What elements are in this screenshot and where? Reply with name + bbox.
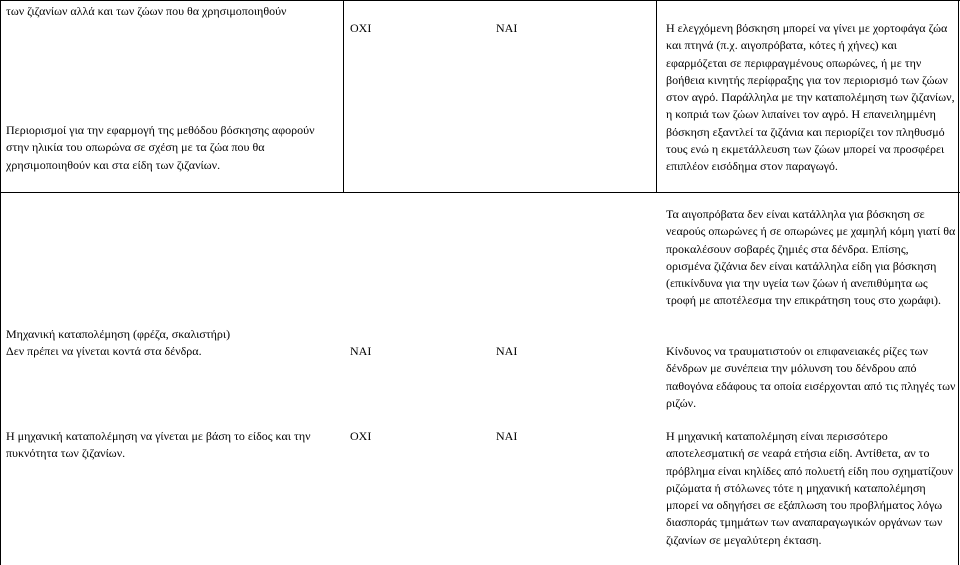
row4-col1-cell: Η μηχανική καταπολέμηση να γίνεται με βάση το είδος και την πυκνότητα των ζιζανίων. (6, 429, 311, 461)
table-border-top (0, 0, 960, 1)
row-divider (0, 192, 960, 193)
column-divider-1 (343, 0, 344, 192)
row4-col4-cell: Η μηχανική καταπολέμηση είναι περισσότερο αποτελεσματική σε νεαρά ετήσια είδη. Αντίθετα, αν το πρόβλημα είναι κηλίδες από πολυετή είδη που σχηματίζουν ριζώματα ή στόλωνες τότε η μηχανική καταπολέμηση μπορεί να οδηγήσει σε εξάπλωση του προβλήματος λόγω διασποράς τμημάτων των αναπαραγωγικών οργάνων των ζιζανίων σε μεγαλύτερη έκταση. (666, 429, 953, 547)
row2-col4-cell: Τα αιγοπρόβατα δεν είναι κατάλληλα για βόσκηση σε νεαρούς οπωρώνες ή σε οπωρώνες με χαμηλή κόμη γιατί θα προκαλέσουν σοβαρές ζημιές στα δένδρα. Επίσης, ορισμένα ζιζάνια δεν είναι κατάλληλα είδη για βόσκηση (επικίνδυνα για την υγεία των ζώων ή ανεπιθύμητα ως τροφή με αποτέλεσμα την επικράτηση τους στο χωράφι). (666, 207, 956, 308)
table-border-left (0, 0, 1, 565)
row1-col4-cell: Η ελεγχόμενη βόσκηση μπορεί να γίνει με χορτοφάγα ζώα και πτηνά (π.χ. αιγοπρόβατα, κότες ή χήνες) και εφαρμόζεται σε περιφραγμένους οπωρώνες, ή με την βοήθεια κινητής περίφραξης για τον περιορισμό των ζώων στον αγρό. Παράλληλα με την καταπολέμηση των ζιζανίων, η κοπριά των ζώων λιπαίνει τον αγρό. Η επανειλημμένη βόσκηση εξαντλεί τα ζιζάνια και περιορίζει τον πληθυσμό τους ενώ η εκμετάλλευση των ζώων μπορεί να προσφέρει επιπλέον εισόδημα στον παραγωγό. (666, 21, 955, 174)
row4-col3-cell: ΝΑΙ (496, 429, 518, 443)
row3-col2-cell: ΝΑΙ (350, 344, 372, 358)
row3-col4-cell: Κίνδυνος να τραυματιστούν οι επιφανειακές ρίζες των δένδρων με συνέπεια την μόλυνση του δένδρου από παθογόνα εδάφους τα οποία εισέρχονται από τις πληγές των ριζών. (666, 344, 956, 410)
column-divider-2 (656, 0, 657, 192)
row3-col1-line2: Δεν πρέπει να γίνεται κοντά στα δένδρα. (6, 344, 202, 358)
row1-col1-top-cell: των ζιζανίων αλλά και των ζώων που θα χρησιμοποιηθούν (6, 4, 287, 18)
row3-col1-line1: Μηχανική καταπολέμηση (φρέζα, σκαλιστήρι) (6, 327, 231, 341)
row1-col2-cell: ΟΧΙ (350, 21, 372, 35)
row4-col2-cell: ΟΧΙ (350, 429, 372, 443)
row1-col1-cell: Περιορισμοί για την εφαρμογή της μεθόδου βόσκησης αφορούν στην ηλικία του οπωρώνα σε σχέση με τα ζώα που θα χρησιμοποιηθούν και στα είδη των ζιζανίων. (6, 123, 315, 172)
table-border-right (958, 0, 959, 565)
row3-col3-cell: ΝΑΙ (496, 344, 518, 358)
row1-col3-cell: ΝΑΙ (496, 21, 518, 35)
